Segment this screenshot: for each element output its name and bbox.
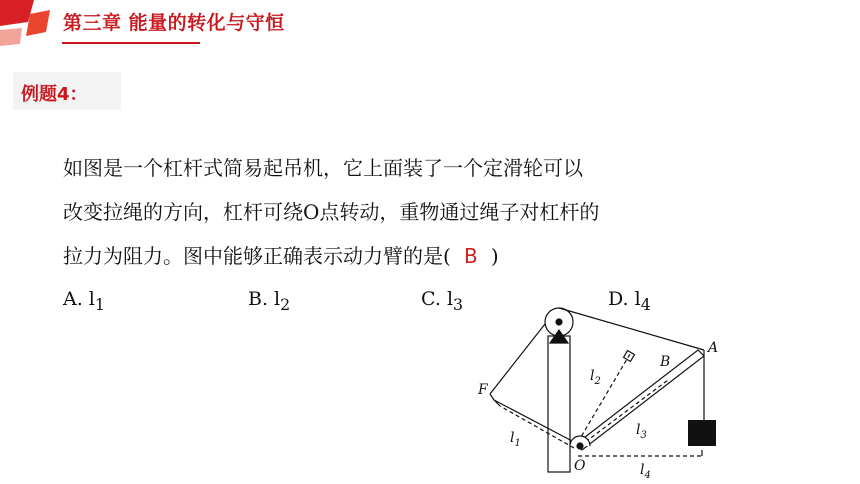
option-a: A. $l_1$ bbox=[63, 288, 105, 314]
chapter-title: 第三章 能量的转化与守恒 bbox=[63, 12, 285, 34]
option-b: B. $l_2$ bbox=[248, 288, 291, 314]
label-B: B bbox=[660, 354, 671, 370]
crane-diagram bbox=[470, 296, 730, 484]
rope-top bbox=[559, 308, 704, 350]
question-line-2: 改变拉绳的方向，杠杆可绕O点转动，重物通过绳子对杠杆的 bbox=[63, 200, 600, 224]
label-O: O bbox=[574, 458, 586, 474]
label-l1: $l_1$ bbox=[510, 430, 521, 449]
question-line-3-suffix: ) bbox=[490, 244, 499, 268]
answer-text: B bbox=[463, 244, 478, 268]
logo bbox=[0, 0, 54, 48]
option-d: D. $l_4$ bbox=[608, 288, 651, 314]
label-A: A bbox=[708, 340, 719, 356]
option-c: C. $l_3$ bbox=[421, 288, 464, 314]
question-line-3-prefix: 拉力为阻力。图中能够正确表示动力臂的是( bbox=[63, 244, 451, 268]
label-l3: $l_3$ bbox=[636, 422, 647, 441]
label-F: F bbox=[478, 382, 488, 398]
question-line-1: 如图是一个杠杆式简易起吊机，它上面装了一个定滑轮可以 bbox=[63, 156, 583, 180]
weight-block bbox=[688, 420, 716, 446]
example-label: 例题4： bbox=[21, 84, 88, 105]
label-l4: $l_4$ bbox=[640, 462, 651, 481]
question-text bbox=[63, 146, 753, 278]
title-underline bbox=[62, 42, 200, 44]
crane-post bbox=[548, 336, 570, 472]
label-l2: $l_2$ bbox=[590, 368, 601, 387]
question-line-3 bbox=[63, 234, 753, 278]
